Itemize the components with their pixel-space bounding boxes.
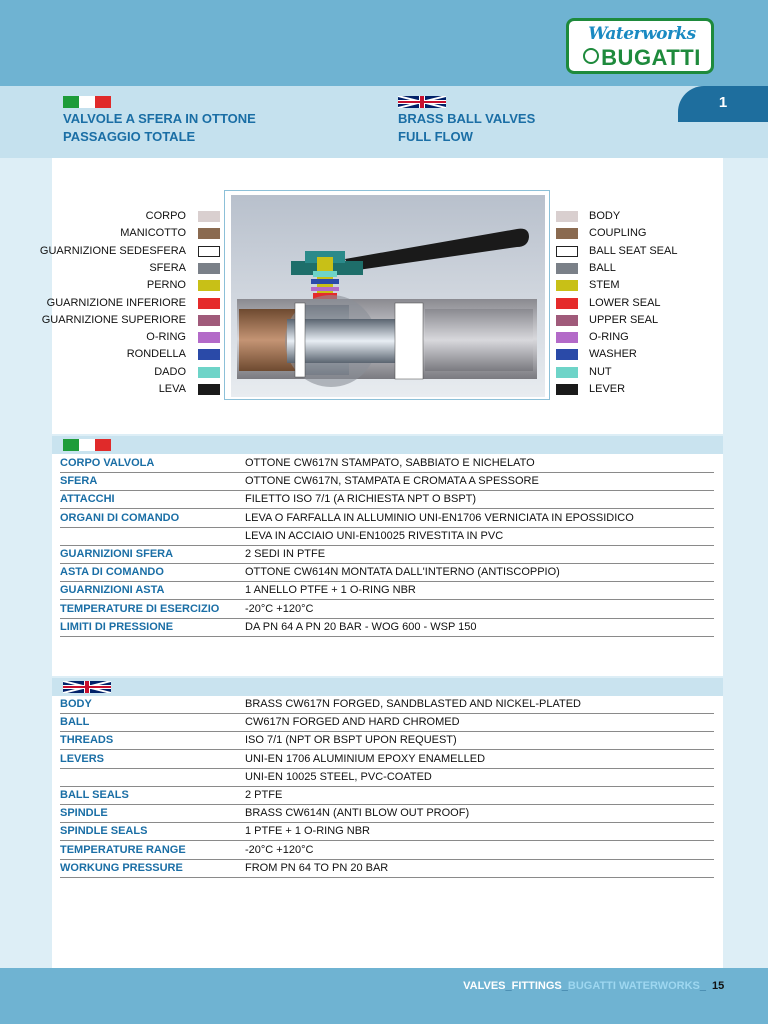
spec-value: OTTONE CW617N STAMPATO, SABBIATO E NICHELATO [245,457,535,469]
legend-label-it: LEVA [158,383,186,395]
logo-brand-text: BUGATTI [601,45,701,70]
spec-row [60,546,714,564]
legend-swatch [556,246,578,257]
legend-swatch [198,384,220,395]
legend-label-it: SFERA [149,261,186,274]
legend-label-en: STEM [589,279,620,292]
section-tab: 1 [678,86,768,122]
legend-label-en: WASHER [589,348,637,361]
spec-value: LEVA O FARFALLA IN ALLUMINIO UNI-EN1706 VERNICIATA IN EPOSSIDICO [245,511,634,524]
legend-label-it: MANICOTTO [120,227,186,240]
spec-row [60,823,714,841]
spec-value: FILETTO ISO 7/1 (A RICHIESTA NPT O BSPT) [245,493,477,506]
legend-row-en [556,260,716,277]
legend-row-en [556,312,716,329]
spec-key: THREADS [60,734,114,747]
legend-swatch [556,349,578,360]
legend-row-it [41,312,222,329]
legend-swatch [198,315,220,326]
spec-key: TEMPERATURE RANGE [60,843,186,856]
spec-row [60,732,714,750]
legend-swatch [556,367,578,378]
legend-label-en: BALL [589,261,616,274]
spec-key: SPINDLE [60,807,108,820]
legend-row-en [556,243,716,260]
spec-row [60,510,714,528]
en-title [398,110,535,146]
spec-value: 2 SEDI IN PTFE [245,548,326,560]
legend-label-en: NUT [589,365,612,378]
legend-row-it [39,243,222,260]
spec-row [60,619,714,637]
spec-row [60,787,714,805]
legend-swatch [556,280,578,291]
legend-swatch [556,315,578,326]
spec-row [60,696,714,714]
legend-label-it: O-RING [146,331,186,344]
legend-swatch [198,367,220,378]
legend-row-en [556,295,716,312]
legend-swatch [198,246,220,257]
legend-label-en: COUPLING [589,227,647,240]
footer-brand: BUGATTI WATERWORKS [567,980,700,992]
legend-label-it: RONDELLA [126,348,186,361]
spec-value: 2 PTFE [245,789,283,801]
legend-row-en [556,381,716,398]
legend-row-en [556,277,716,294]
spec-key: LIMITI DI PRESSIONE [60,620,174,633]
legend-label-it: PERNO [146,279,186,292]
spec-key: GUARNIZIONI SFERA [60,548,174,560]
legend-swatch [556,263,578,274]
legend-label-en: BODY [589,210,621,222]
legend-swatch [556,211,578,222]
legend-label-en: O-RING [589,331,629,344]
spec-row [60,582,714,600]
en-spec-header [52,678,723,696]
spec-value: -20°C +120°C [245,843,314,856]
spec-value: OTTONE CW617N, STAMPATA E CROMATA A SPESSORE [245,475,539,488]
legend-row-en [556,346,716,363]
spec-value: 1 ANELLO PTFE + 1 O-RING NBR [245,584,416,597]
en-title-line-1: BRASS BALL VALVES [398,111,536,126]
legend-row-it [52,277,222,294]
legend-row-en [556,208,716,225]
spec-value: -20°C +120°C [245,602,314,615]
legend-row-it [52,381,222,398]
legend-label-it: DADO [154,365,186,378]
legend-row-it [52,225,222,242]
logo-emblem-icon [583,48,599,64]
spec-value: UNI-EN 1706 ALUMINIUM EPOXY ENAMELLED [245,752,486,765]
legend-row-it [52,208,222,225]
legend-row-en [556,364,716,381]
spec-value: DA PN 64 A PN 20 BAR - WOG 600 - WSP 150 [245,620,477,633]
spec-value: LEVA IN ACCIAIO UNI-EN10025 RIVESTITA IN PVC [245,529,504,542]
spec-row [60,564,714,582]
legend-label-en: LEVER [589,383,626,395]
logo-brand [575,45,709,71]
italian-flag-icon [63,439,111,451]
spec-row [60,769,714,787]
legend-swatch [198,211,220,222]
spec-key: BALL SEALS [60,789,129,801]
spec-key: BODY [60,698,92,710]
valve-illustration [225,191,551,401]
spec-key: ORGANI DI COMANDO [60,511,180,524]
it-spec-header [52,436,723,454]
spec-key: CORPO VALVOLA [60,457,155,469]
spec-row [60,842,714,860]
spec-key: LEVERS [60,752,105,765]
legend-row-en [556,329,716,346]
legend-row-it [52,346,222,363]
spec-value: 1 PTFE + 1 O-RING NBR [245,825,370,838]
spec-value: FROM PN 64 TO PN 20 BAR [245,861,389,874]
legend-swatch [198,280,220,291]
en-title-line-2: FULL FLOW [398,129,473,144]
spec-key: SPINDLE SEALS [60,825,148,838]
legend-swatch [556,228,578,239]
footer-separator: _ [561,980,568,992]
spec-row [60,751,714,769]
uk-flag-icon [398,96,446,108]
legend-swatch [198,349,220,360]
logo-wordmark: Waterworks [588,24,696,44]
legend-swatch [556,384,578,395]
legend-label-it: GUARNIZIONE SEDESFERA [39,244,186,257]
it-title-line-1: VALVOLE A SFERA IN OTTONE [63,111,256,126]
valve-cross-section [224,190,550,400]
spec-key: SFERA [60,475,98,488]
spec-value: ISO 7/1 (NPT OR BSPT UPON REQUEST) [245,734,457,747]
legend-row-it [52,329,222,346]
spec-value: OTTONE CW614N MONTATA DALL'INTERNO (ANTISCOPPIO) [245,566,560,579]
spec-key: TEMPERATURE DI ESERCIZIO [60,602,220,615]
uk-flag-icon [63,681,111,693]
legend-swatch [198,228,220,239]
legend-label-en: BALL SEAT SEAL [589,244,678,257]
footer-separator: _ [699,980,706,992]
it-title-line-2: PASSAGGIO TOTALE [63,129,196,144]
legend-row-en [556,225,716,242]
spec-row [60,473,714,491]
spec-value: UNI-EN 10025 STEEL, PVC-COATED [245,770,432,783]
legend-label-it: GUARNIZIONE INFERIORE [46,296,186,309]
spec-row [60,805,714,823]
bugatti-logo [566,18,714,74]
spec-row [60,860,714,878]
legend-label-en: UPPER SEAL [589,313,659,326]
spec-key: GUARNIZIONI ASTA [60,584,165,597]
legend-swatch [556,298,578,309]
footer-valves: VALVES [463,980,506,992]
legend-label-it: CORPO [145,210,186,222]
footer [0,968,768,1024]
spec-key: ATTACCHI [60,493,115,506]
spec-row [60,714,714,732]
spec-row [60,455,714,473]
spec-value: BRASS CW617N FORGED, SANDBLASTED AND NICKEL-PLATED [245,698,581,710]
italian-flag-icon [63,96,111,108]
legend-row-it [52,364,222,381]
legend-row-it [52,260,222,277]
legend-swatch [556,332,578,343]
spec-row [60,491,714,509]
spec-key: BALL [60,716,90,729]
legend-swatch [198,298,220,309]
spec-value: CW617N FORGED AND HARD CHROMED [245,716,460,729]
spec-key: WORKUNG PRESSURE [60,861,183,874]
spec-row [60,528,714,546]
spec-key: ASTA DI COMANDO [60,566,164,579]
it-title [63,110,256,146]
legend-swatch [198,263,220,274]
spec-row [60,601,714,619]
legend-row-it [46,295,222,312]
legend-swatch [198,332,220,343]
footer-fittings: FITTINGS [511,980,562,992]
legend-label-en: LOWER SEAL [589,296,661,309]
page-number: 15 [712,980,725,992]
legend-label-it: GUARNIZIONE SUPERIORE [41,313,186,326]
footer-text [463,980,706,992]
spec-value: BRASS CW614N (ANTI BLOW OUT PROOF) [245,807,470,820]
footer-separator: _ [505,980,512,992]
